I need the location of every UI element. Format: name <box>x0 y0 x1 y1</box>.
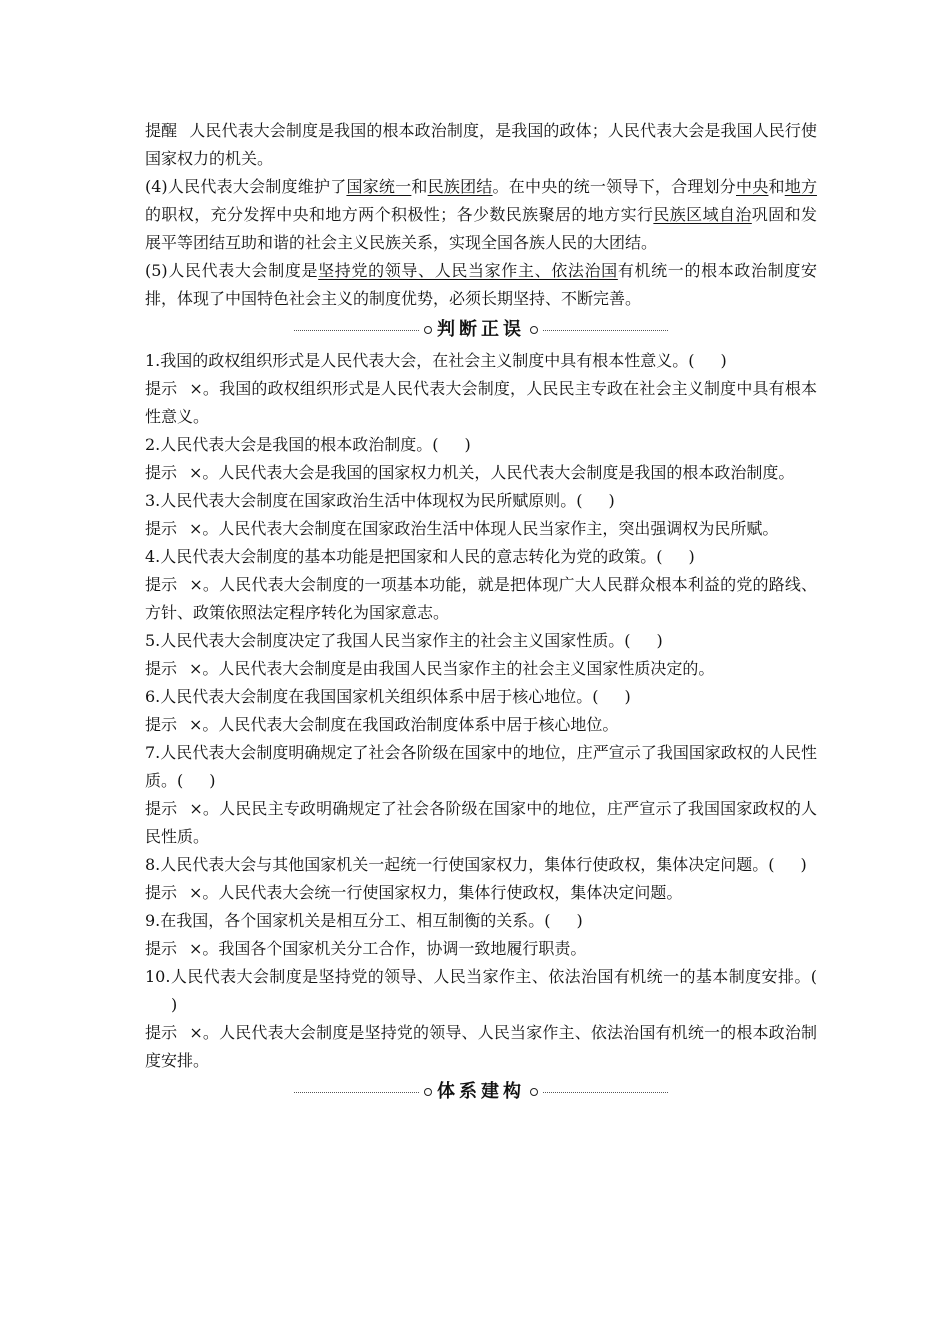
question-close: ) <box>656 631 663 650</box>
question-item <box>145 683 817 711</box>
hint-item <box>145 459 817 487</box>
question-close: ) <box>608 491 615 510</box>
hint-item <box>145 795 817 851</box>
question-item <box>145 739 817 795</box>
hint-label: 提示 <box>145 939 178 958</box>
question-text: 10.人民代表大会制度是坚持党的领导、人民当家作主、依法治国有机统一的基本制度安排。( <box>145 967 817 986</box>
underlined-term: 地方 <box>784 177 817 196</box>
underlined-term: 民族区域自治 <box>653 205 752 224</box>
hint-item <box>145 655 817 683</box>
circle-ornament-icon <box>424 1088 432 1096</box>
dotted-rule <box>543 1092 668 1093</box>
question-text: 6.人民代表大会制度在我国国家机关组织体系中居于核心地位。( <box>145 687 599 706</box>
section-heading-system <box>145 1077 817 1107</box>
hint-text: ×。人民代表大会是我国的国家权力机关，人民代表大会制度是我国的根本政治制度。 <box>189 463 795 482</box>
question-close: ) <box>688 547 695 566</box>
hint-label: 提示 <box>145 379 178 398</box>
hint-label: 提示 <box>145 1023 178 1042</box>
dotted-rule <box>543 330 668 331</box>
hint-text: ×。人民代表大会统一行使国家权力，集体行使政权，集体决定问题。 <box>189 883 683 902</box>
question-close: ) <box>576 911 583 930</box>
dotted-rule <box>294 1092 419 1093</box>
question-text: 5.人民代表大会制度决定了我国人民当家作主的社会主义国家性质。( <box>145 631 631 650</box>
hint-label: 提示 <box>145 463 178 482</box>
hint-text: ×。人民代表大会制度在我国政治制度体系中居于核心地位。 <box>189 715 619 734</box>
question-text: 8.人民代表大会与其他国家机关一起统一行使国家权力，集体行使政权，集体决定问题。( <box>145 855 775 874</box>
section-heading-judge <box>145 315 817 345</box>
question-close: ) <box>209 771 216 790</box>
hint-item <box>145 515 817 543</box>
point-4-text: 和 <box>768 177 785 196</box>
document-page <box>145 117 817 1109</box>
question-close: ) <box>720 351 727 370</box>
question-text: 3.人民代表大会制度在国家政治生活中体现权为民所赋原则。( <box>145 491 583 510</box>
hint-item <box>145 935 817 963</box>
hint-text: ×。人民代表大会制度是由我国人民当家作主的社会主义国家性质决定的。 <box>189 659 715 678</box>
question-close: ) <box>624 687 631 706</box>
hint-label: 提示 <box>145 715 178 734</box>
question-text: 1.我国的政权组织形式是人民代表大会，在社会主义制度中具有根本性意义。( <box>145 351 695 370</box>
section-title: 判断正误 <box>437 319 525 340</box>
underlined-term: 国家统一 <box>346 177 412 196</box>
point-4-text: 。在中央的统一领导下，合理划分 <box>492 177 737 196</box>
question-text: 2.人民代表大会是我国的根本政治制度。( <box>145 435 439 454</box>
point-4-paragraph <box>145 173 817 257</box>
hint-item <box>145 1019 817 1075</box>
circle-ornament-icon <box>530 1088 538 1096</box>
underlined-term: 坚持党的领导、人民当家作主、依法治国 <box>318 261 618 280</box>
section-title: 体系建构 <box>437 1081 525 1102</box>
hint-text: ×。我国各个国家机关分工合作，协调一致地履行职责。 <box>189 939 587 958</box>
question-list <box>145 347 817 1075</box>
point-4-text: (4)人民代表大会制度维护了 <box>145 177 347 196</box>
question-item <box>145 851 817 879</box>
point-4-text: 和 <box>411 177 428 196</box>
question-item <box>145 347 817 375</box>
question-item <box>145 487 817 515</box>
hint-item <box>145 711 817 739</box>
question-close: ) <box>800 855 807 874</box>
dotted-rule <box>294 330 419 331</box>
question-close: ) <box>464 435 471 454</box>
question-text: 4.人民代表大会制度的基本功能是把国家和人民的意志转化为党的政策。( <box>145 547 663 566</box>
question-text: 9.在我国，各个国家机关是相互分工、相互制衡的关系。( <box>145 911 551 930</box>
hint-item <box>145 375 817 431</box>
underlined-term: 中央 <box>736 177 769 196</box>
point-5-text: (5)人民代表大会制度是 <box>145 261 319 280</box>
hint-label: 提示 <box>145 575 178 594</box>
hint-text: ×。人民代表大会制度是坚持党的领导、人民当家作主、依法治国有机统一的根本政治制度安排。 <box>145 1023 817 1070</box>
question-close: ) <box>171 995 178 1014</box>
question-text: 7.人民代表大会制度明确规定了社会各阶级在国家中的地位，庄严宣示了我国国家政权的人民性质。( <box>145 743 817 790</box>
reminder-paragraph <box>145 117 817 173</box>
hint-item <box>145 571 817 627</box>
hint-text: ×。人民代表大会制度在国家政治生活中体现人民当家作主，突出强调权为民所赋。 <box>189 519 779 538</box>
hint-text: ×。人民代表大会制度的一项基本功能，就是把体现广大人民群众根本利益的党的路线、方针、政策依照法定程序转化为国家意志。 <box>145 575 817 622</box>
question-item <box>145 627 817 655</box>
circle-ornament-icon <box>530 326 538 334</box>
question-item <box>145 431 817 459</box>
hint-label: 提示 <box>145 799 178 818</box>
question-item <box>145 963 817 1019</box>
question-item <box>145 907 817 935</box>
hint-item <box>145 879 817 907</box>
hint-text: ×。我国的政权组织形式是人民代表大会制度，人民民主专政在社会主义制度中具有根本性意义。 <box>145 379 817 426</box>
hint-label: 提示 <box>145 519 178 538</box>
hint-text: ×。人民民主专政明确规定了社会各阶级在国家中的地位，庄严宣示了我国国家政权的人民性质。 <box>145 799 817 846</box>
underlined-term: 民族团结 <box>427 177 493 196</box>
circle-ornament-icon <box>424 326 432 334</box>
reminder-label: 提醒 <box>145 121 178 140</box>
reminder-text: 人民代表大会制度是我国的根本政治制度，是我国的政体；人民代表大会是我国人民行使国家权力的机关。 <box>145 121 817 168</box>
point-4-text: 巩固和发展平等团结互助和谐的社会主义民族关系，实现全国各族人民的大团结。 <box>145 205 817 252</box>
point-5-text: 有机统一的根本政治制度安排，体现了中国特色社会主义的制度优势，必须长期坚持、不断完善。 <box>145 261 817 308</box>
point-4-text: 的职权，充分发挥中央和地方两个积极性；各少数民族聚居的地方实行 <box>145 205 654 224</box>
question-item <box>145 543 817 571</box>
point-5-paragraph <box>145 257 817 313</box>
hint-label: 提示 <box>145 883 178 902</box>
hint-label: 提示 <box>145 659 178 678</box>
